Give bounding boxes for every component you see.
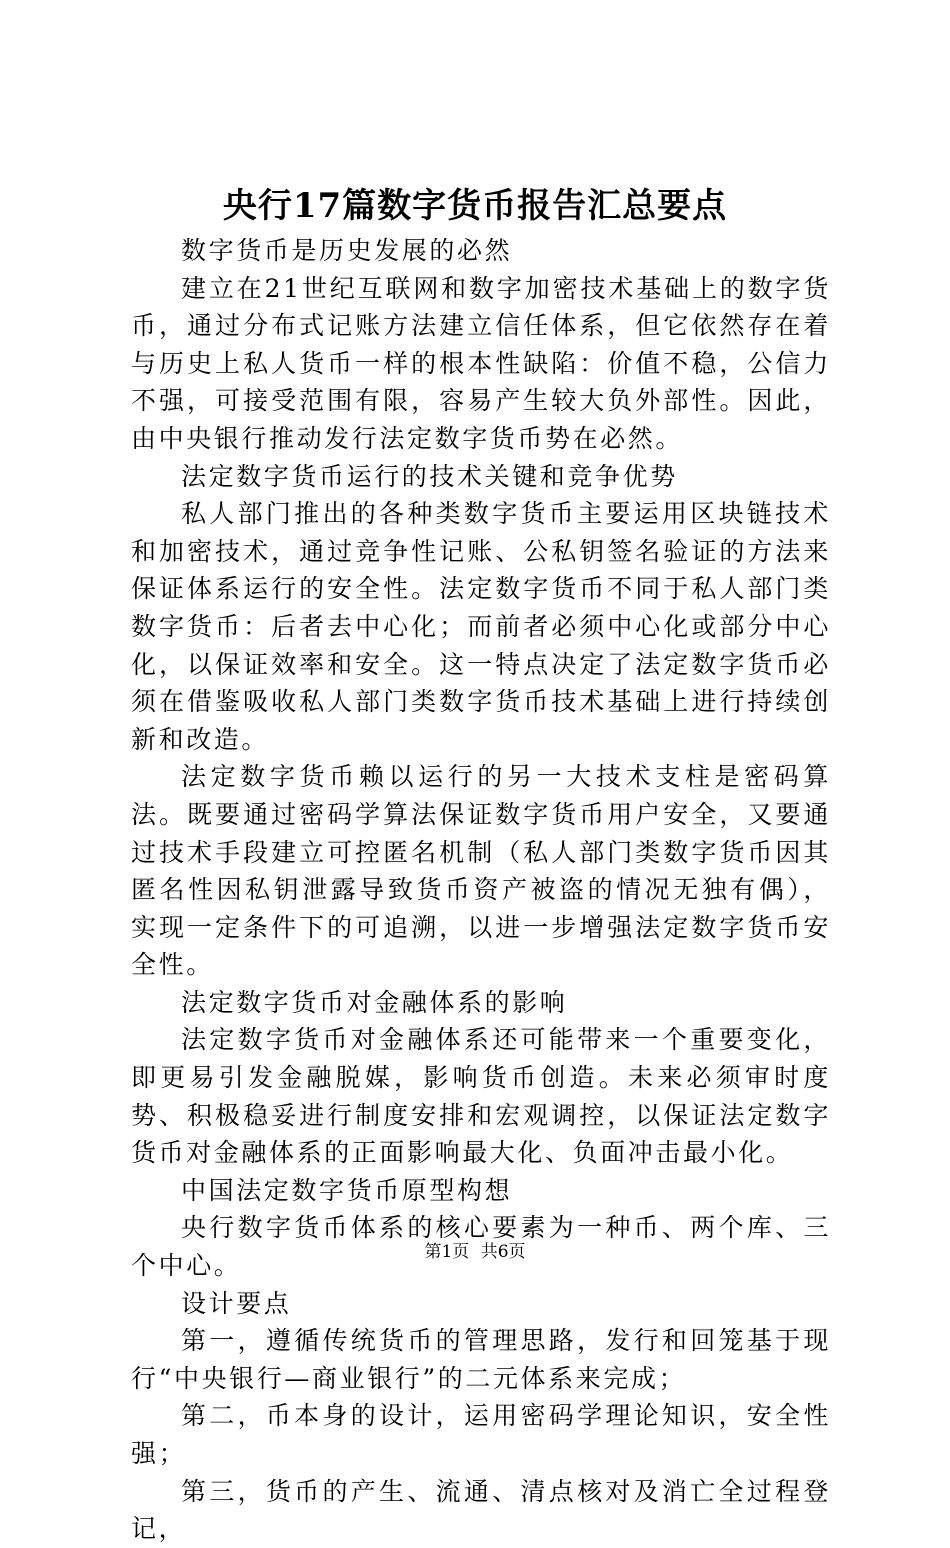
list-item: 第三，货币的产生、流通、清点核对及消亡全过程登记， [131, 1476, 831, 1544]
list-item: 第一，遵循传统货币的管理思路，发行和回笼基于现行“中央银行—商业银行”的二元体系来完成； [131, 1326, 831, 1393]
body-paragraph: 法定数字货币赖以运行的另一大技术支柱是密码算法。既要通过密码学算法保证数字货币用户安全，又要通过技术手段建立可控匿名机制（私人部门类数字货币因其匿名性因私钥泄露导致货币资产被盗的情况无独有偶），实现一定条件下的可追溯，以进一步增强法定数字货币安全性。 [131, 762, 831, 980]
body-paragraph: 私人部门推出的各种类数字货币主要运用区块链技术和加密技术，通过竞争性记账、公私钥签名验证的方法来保证体系运行的安全性。法定数字货币不同于私人部门类数字货币：后者去中心化；而前者必须中心化或部分中心化，以保证效率和安全。这一特点决定了法定数字货币必须在借鉴吸收私人部门类数字货币技术基础上进行持续创新和改造。 [131, 499, 831, 754]
document-body [131, 232, 831, 1548]
page-number: 第1页 [424, 1242, 470, 1262]
page-footer [0, 1240, 950, 1264]
body-paragraph: 央行数字货币体系的核心要素为一种币、两个库、三个中心。 [131, 1213, 831, 1281]
section-heading: 法定数字货币对金融体系的影响 [181, 987, 568, 1017]
list-item: 第二，币本身的设计，运用密码学理论知识，安全性强； [131, 1401, 831, 1468]
section-heading: 法定数字货币运行的技术关键和竞争优势 [181, 461, 678, 491]
body-paragraph: 建立在21世纪互联网和数字加密技术基础上的数字货币，通过分布式记账方法建立信任体系，但它依然存在着与历史上私人货币一样的根本性缺陷：价值不稳，公信力不强，可接受范围有限，容易产生较大负外部性。因此，由中央银行推动发行法定数字货币势在必然。 [131, 273, 831, 453]
section-heading: 数字货币是历史发展的必然 [181, 236, 513, 265]
document-title: 央行17篇数字货币报告汇总要点 [222, 186, 728, 226]
body-paragraph: 法定数字货币对金融体系还可能带来一个重要变化，即更易引发金融脱媒，影响货币创造。未来必须审时度势、积极稳妥进行制度安排和宏观调控，以保证法定数字货币对金融体系的正面影响最大化、负面冲击最小化。 [131, 1025, 831, 1168]
page-total: 共6页 [480, 1242, 526, 1262]
section-heading: 中国法定数字货币原型构想 [181, 1175, 513, 1205]
section-heading: 设计要点 [181, 1288, 292, 1318]
